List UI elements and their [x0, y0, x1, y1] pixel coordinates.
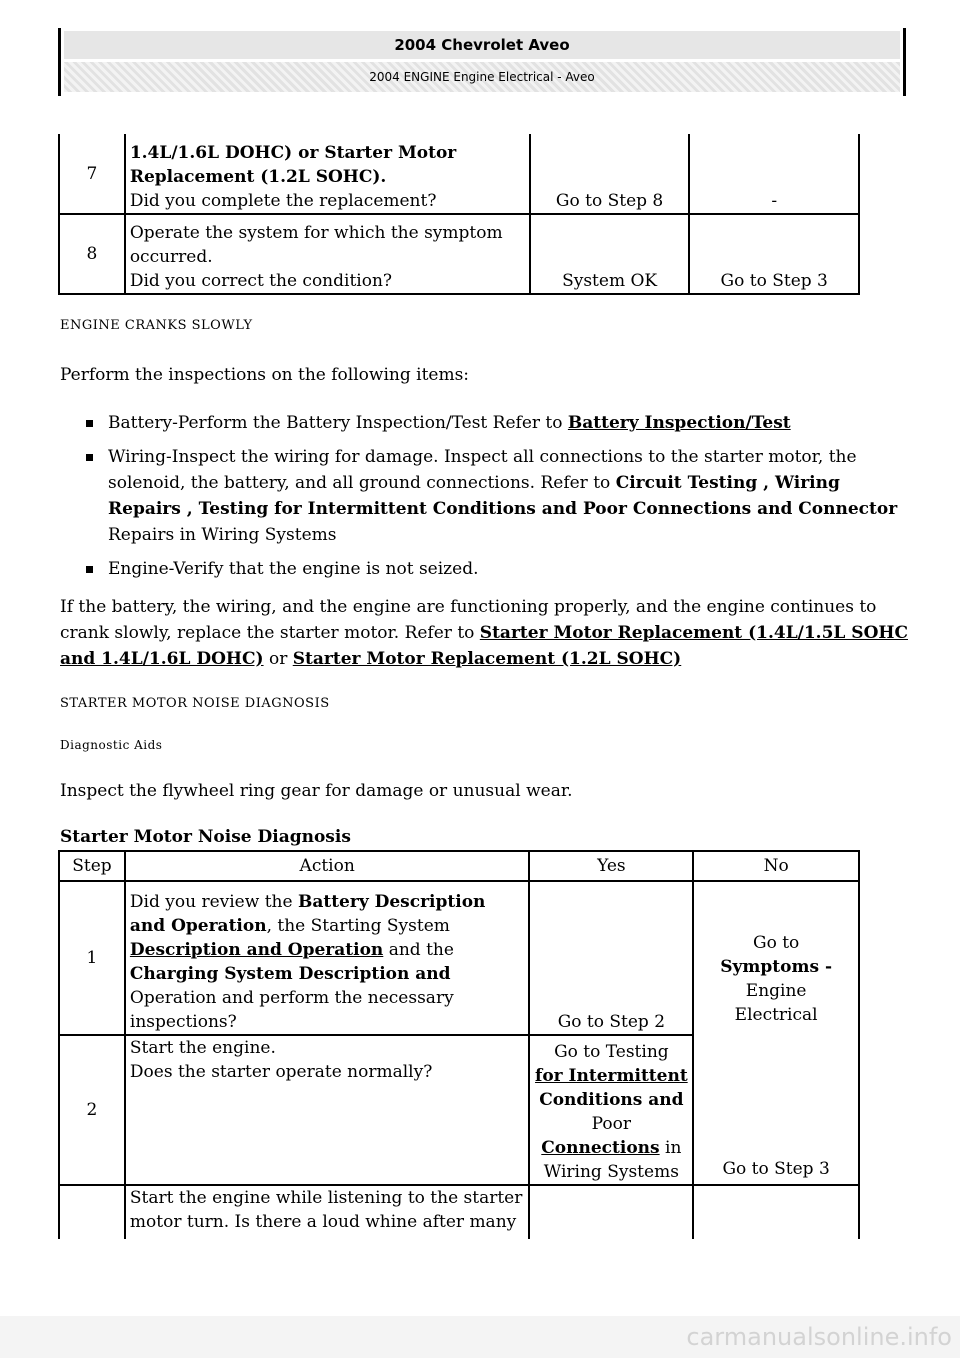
bullet-icon: [86, 454, 93, 461]
starter-replacement-link-2[interactable]: Starter Motor Replacement (1.2L SOHC): [292, 649, 682, 669]
action-text: Does the starter operate normally?: [129, 1062, 433, 1082]
symptoms-link[interactable]: Symptoms -: [720, 957, 833, 977]
header-border-right: [903, 28, 906, 96]
action-text: occurred.: [129, 247, 213, 267]
section-heading: ENGINE CRANKS SLOWLY: [60, 318, 253, 333]
action-cell: [125, 1185, 530, 1239]
no-text: Go to Step 3: [722, 1159, 830, 1179]
yes-cell: Go to Step 2: [529, 881, 693, 1035]
action-text: inspections?: [129, 1012, 237, 1032]
list-item: [82, 410, 912, 436]
action-text: Did you correct the condition?: [129, 271, 393, 291]
list-item-text: Engine-Verify that the engine is not seized.: [108, 559, 479, 579]
yes-cell: [529, 1035, 693, 1185]
list-item-text: Wiring-Inspect the wiring for damage. Inspect all connections to the starter motor, the solenoid, the battery, and all ground connections. Refer to: [108, 447, 857, 493]
aids-text: Inspect the flywheel ring gear for damage or unusual wear.: [60, 781, 573, 801]
intermittent-link[interactable]: Conditions and: [539, 1090, 684, 1110]
inspection-list: [82, 410, 912, 590]
action-text: and the: [383, 940, 454, 960]
no-text: Engine: [745, 981, 807, 1001]
noise-diagnosis-table: [58, 850, 860, 1239]
list-item: [82, 556, 912, 582]
list-item-text: Battery-Perform the Battery Inspection/Test Refer to: [108, 413, 568, 433]
column-header: Step: [59, 851, 125, 881]
action-text: Replacement (1.2L SOHC).: [129, 167, 387, 187]
bullet-icon: [86, 566, 93, 573]
action-text: Operation and perform the necessary: [129, 988, 454, 1008]
paragraph-text: or: [263, 649, 293, 669]
no-text: Go to: [752, 933, 800, 953]
starter-replacement-link-1[interactable]: Starter Motor Replacement (1.4L/1.5L SOHC and 1.4L/1.6L DOHC): [60, 623, 908, 669]
action-text: , the Starting System: [266, 916, 450, 936]
action-text: Start the engine.: [129, 1038, 276, 1058]
action-text: Did you review the: [129, 892, 298, 912]
list-item: [82, 444, 912, 548]
charging-system-link[interactable]: Charging System Description and: [129, 964, 451, 984]
column-header: Yes: [529, 851, 693, 881]
step-cell: [59, 1185, 125, 1239]
column-header: No: [693, 851, 859, 881]
intermittent-link[interactable]: for Intermittent: [535, 1066, 688, 1086]
step-cell: 1: [59, 881, 125, 1035]
connections-link[interactable]: Connections: [541, 1138, 660, 1158]
action-text: Start the engine while listening to the starter: [129, 1188, 523, 1208]
action-cell: [125, 134, 530, 214]
action-text: Operate the system for which the symptom: [129, 223, 503, 243]
circuit-testing-link[interactable]: Circuit Testing , Wiring Repairs , Testing for Intermittent Conditions and Poor Connections and Connector: [108, 473, 898, 519]
action-cell: [125, 214, 530, 294]
step-cell: 7: [59, 134, 125, 214]
action-cell: [125, 1035, 530, 1185]
yes-text: Poor: [591, 1114, 632, 1134]
no-cell: [693, 881, 859, 1185]
header-border-left: [58, 28, 61, 96]
yes-cell: [529, 1185, 693, 1239]
table-row: [59, 214, 859, 294]
step-cell: 2: [59, 1035, 125, 1185]
no-cell: -: [689, 134, 859, 214]
yes-text: Go to Testing: [554, 1042, 669, 1062]
step-cell: 8: [59, 214, 125, 294]
header-subtitle: 2004 ENGINE Engine Electrical - Aveo: [64, 62, 900, 92]
table-row: [59, 134, 859, 214]
page-header: [58, 28, 906, 96]
action-text: motor turn. Is there a loud whine after many: [129, 1212, 517, 1232]
table-header-row: [59, 851, 859, 881]
column-header: Action: [125, 851, 530, 881]
yes-cell: Go to Step 8: [530, 134, 690, 214]
list-item-text: Repairs in Wiring Systems: [108, 525, 337, 545]
watermark: [0, 1316, 960, 1358]
action-text: Did you complete the replacement?: [129, 191, 437, 211]
section-subheading: Diagnostic Aids: [60, 738, 163, 752]
no-cell: [693, 1185, 859, 1239]
paragraph-text: If the battery, the wiring, and the engine are functioning properly, and the engine continues to crank slowly, replace the starter motor. Refer to: [60, 597, 877, 643]
table-row: [59, 1185, 859, 1239]
header-title: 2004 Chevrolet Aveo: [64, 31, 900, 59]
table-row: [59, 881, 859, 1035]
closing-paragraph: [60, 594, 910, 672]
section-heading: STARTER MOTOR NOISE DIAGNOSIS: [60, 696, 330, 711]
section-intro: Perform the inspections on the following items:: [60, 365, 470, 385]
bullet-icon: [86, 420, 93, 427]
starting-system-link[interactable]: Description and Operation: [129, 940, 384, 960]
battery-description-link[interactable]: Battery Description: [297, 892, 486, 912]
battery-operation-link[interactable]: and Operation: [129, 916, 267, 936]
watermark-text: carmanualsonline.info: [686, 1323, 952, 1351]
no-text: Electrical: [734, 1005, 818, 1025]
action-text: 1.4L/1.6L DOHC) or Starter Motor: [129, 143, 457, 163]
action-cell: [125, 881, 530, 1035]
table-title: Starter Motor Noise Diagnosis: [60, 827, 351, 847]
battery-test-link[interactable]: Battery Inspection/Test: [567, 413, 791, 433]
no-cell: Go to Step 3: [689, 214, 859, 294]
yes-text: Wiring Systems: [543, 1162, 679, 1182]
yes-text: in: [659, 1138, 682, 1158]
yes-cell: System OK: [530, 214, 690, 294]
top-diagnostic-table: [58, 134, 860, 295]
